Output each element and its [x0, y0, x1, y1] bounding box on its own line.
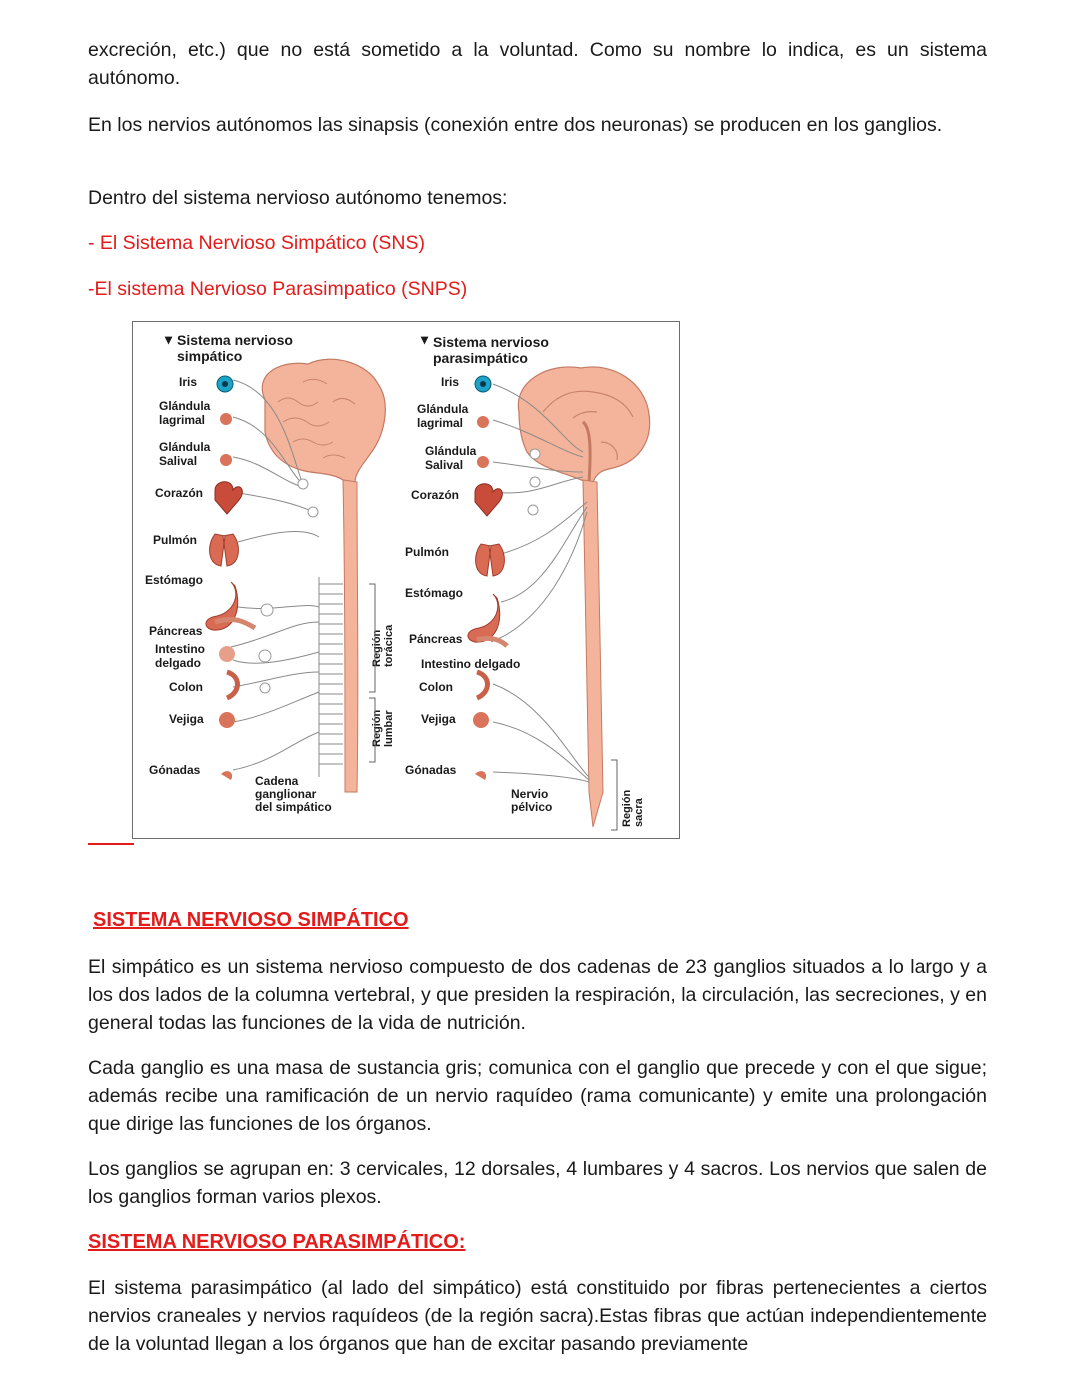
sym-salivary-gland-icon [220, 454, 232, 466]
intro-paragraph-3: Dentro del sistema nervioso autónomo tenemos: [88, 187, 508, 209]
svg-text:Corazón: Corazón [411, 488, 459, 502]
para-colon-icon [477, 672, 488, 698]
sym-title-line1: Sistema nervioso [177, 332, 293, 348]
svg-text:Intestino delgado: Intestino delgado [421, 657, 521, 671]
para-heart-icon [475, 484, 502, 516]
svg-text:Pulmón: Pulmón [405, 545, 449, 559]
list-item-sns: - El Sistema Nervioso Simpático (SNS) [88, 232, 426, 254]
svg-text:Gónadas: Gónadas [405, 763, 457, 777]
sym-intestine-icon [219, 646, 235, 662]
svg-text:delgado: delgado [155, 656, 202, 670]
list-item-snps: -El sistema Nervioso Parasimpatico (SNPS) [88, 278, 468, 300]
simpatico-paragraph-1: El simpático es un sistema nervioso compuesto de dos cadenas de 23 ganglios situados a lo largo y a los dos lados de la columna vertebral, y que presiden la respiración, la circulación, las secreciones, y en general todas las funciones de la vida de nutrición. [88, 956, 987, 1034]
para-gonads-icon [475, 771, 486, 780]
sym-gonads-icon [221, 771, 232, 780]
intro-paragraph-1: excreción, etc.) que no está sometido a la voluntad. Como su nombre lo indica, es un sistema autónomo. [88, 39, 987, 89]
simpatico-paragraph-2: Cada ganglio es una masa de sustancia gris; comunica con el ganglio que precede y con el que sigue; además recibe una ramificación de un nervio raquídeo (rama comunicante) y emite una prolongación que dirige las funciones de los órganos. [88, 1057, 987, 1135]
svg-text:Estómago: Estómago [145, 573, 204, 587]
sym-colon-icon [227, 672, 238, 698]
para-stomach-icon [468, 594, 500, 642]
svg-text:Estómago: Estómago [405, 586, 464, 600]
svg-text:Páncreas: Páncreas [149, 624, 203, 638]
parasimpatico-paragraph-1: El sistema parasimpático (al lado del simpático) está constituido por fibras pertenecientes a ciertos nervios craneales y nervios raquídeos (de la región sacra).Estas fibras que actúan independientemente de la voluntad llegan a los órganos que han de excitar pasando previamente [88, 1277, 987, 1355]
svg-text:pélvico: pélvico [511, 800, 553, 814]
svg-text:Región: Región [371, 709, 383, 747]
svg-text:Glándula: Glándula [159, 399, 211, 413]
sym-lacrimal-gland-icon [220, 413, 232, 425]
para-title-line1: Sistema nervioso [433, 334, 549, 350]
intro-paragraph-2: En los nervios autónomos las sinapsis (conexión entre dos neuronas) se producen en los ganglios. [88, 114, 943, 136]
sym-lung-icon [210, 534, 239, 566]
para-title-line2: parasimpático [433, 350, 528, 366]
heading-parasimpatico: SISTEMA NERVIOSO PARASIMPÁTICO: [88, 1231, 466, 1253]
svg-text:Glándula: Glándula [417, 402, 469, 416]
svg-text:▾: ▾ [421, 331, 429, 347]
sym-bladder-icon [219, 712, 235, 728]
svg-text:Nervio: Nervio [511, 787, 549, 801]
svg-text:Glándula: Glándula [159, 440, 211, 454]
para-spinal-cord [583, 480, 603, 827]
svg-text:torácica: torácica [383, 624, 395, 667]
svg-text:ganglionar: ganglionar [255, 787, 317, 801]
para-salivary-gland-icon [477, 456, 489, 468]
sym-title-line2: simpático [177, 348, 243, 364]
para-lung-icon [476, 544, 505, 576]
svg-text:Vejiga: Vejiga [421, 712, 456, 726]
sym-brain [262, 359, 385, 482]
svg-text:Iris: Iris [441, 375, 460, 389]
svg-text:Región: Región [621, 789, 633, 827]
simpatico-paragraph-3: Los ganglios se agrupan en: 3 cervicales, 12 dorsales, 4 lumbares y 4 sacros. Los nervios que salen de los ganglios forman varios plexos. [88, 1158, 987, 1208]
svg-text:Colon: Colon [419, 680, 453, 694]
svg-text:Gónadas: Gónadas [149, 763, 201, 777]
svg-text:▾: ▾ [165, 331, 173, 347]
svg-text:Corazón: Corazón [155, 486, 203, 500]
svg-text:sacra: sacra [633, 798, 645, 827]
svg-text:Páncreas: Páncreas [409, 632, 463, 646]
para-bladder-icon [473, 712, 489, 728]
svg-text:Región: Región [371, 629, 383, 667]
svg-text:Iris: Iris [179, 375, 198, 389]
svg-text:Cadena: Cadena [255, 774, 299, 788]
autonomic-nervous-system-diagram [132, 321, 680, 839]
svg-text:lagrimal: lagrimal [159, 413, 206, 427]
svg-text:Glándula: Glándula [425, 444, 477, 458]
sym-stomach-icon [206, 582, 238, 630]
svg-text:Salival: Salival [425, 458, 464, 472]
svg-text:lagrimal: lagrimal [417, 416, 464, 430]
svg-text:Vejiga: Vejiga [169, 712, 204, 726]
heading-simpatico: SISTEMA NERVIOSO SIMPÁTICO [93, 909, 409, 931]
svg-text:Intestino: Intestino [155, 642, 205, 656]
svg-text:del simpático: del simpático [255, 800, 332, 814]
svg-text:Pulmón: Pulmón [153, 533, 197, 547]
svg-text:Salival: Salival [159, 454, 198, 468]
para-lacrimal-gland-icon [477, 416, 489, 428]
red-underline-mark [88, 843, 134, 845]
svg-text:lumbar: lumbar [383, 710, 395, 747]
svg-text:Colon: Colon [169, 680, 203, 694]
sym-spinal-cord [343, 480, 358, 792]
sym-heart-icon [215, 482, 242, 514]
